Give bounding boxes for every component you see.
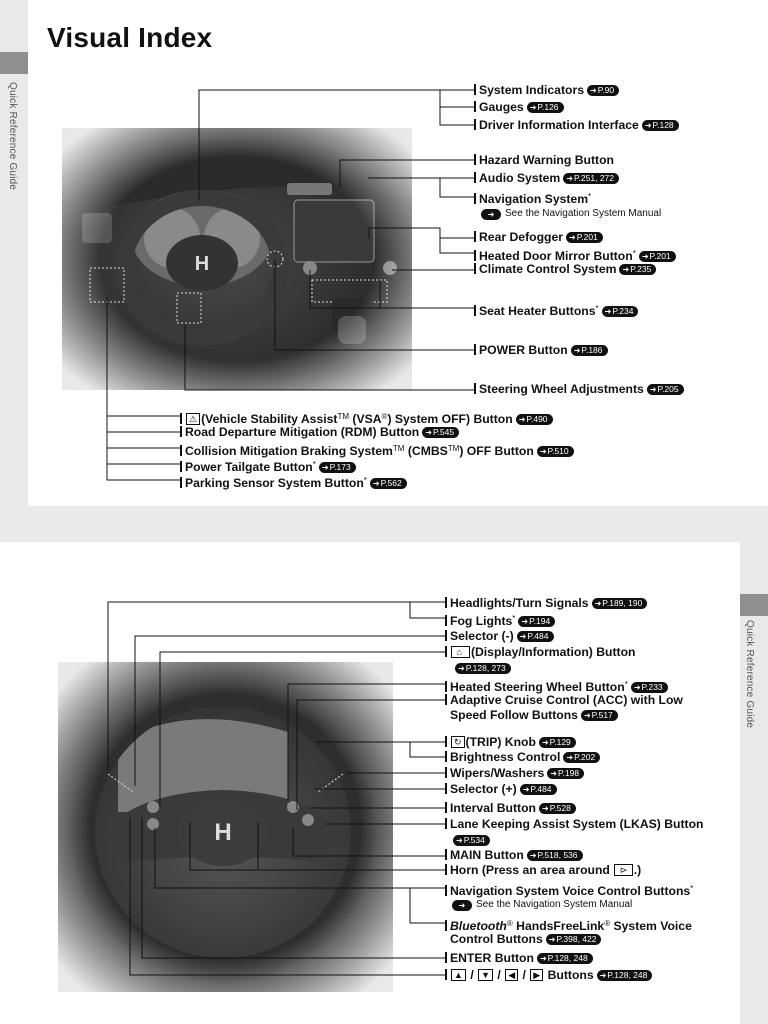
page-title: Visual Index <box>47 22 213 53</box>
trip-icon: ↻ <box>451 736 465 748</box>
page-ref[interactable]: ➜P.545 <box>422 427 459 438</box>
side-label: Quick Reference Guide <box>7 82 18 191</box>
vsa-icon: ⚠ <box>186 413 200 425</box>
page-ref[interactable]: ➜P.205 <box>647 384 684 395</box>
label-cmbs-off-button: Collision Mitigation Braking System™ (CMBS™) OFF Button ➜P.510 <box>180 441 574 459</box>
label-handsfreelink-line2: Control Buttons ➜P.398, 422 <box>450 932 601 947</box>
page-ref[interactable]: ➜P.202 <box>563 752 600 763</box>
arrow-icon: ➜ <box>481 209 501 220</box>
page-ref[interactable]: ➜P.129 <box>539 737 576 748</box>
page-ref[interactable]: ➜P.201 <box>566 232 603 243</box>
label-audio-system: Audio System ➜P.251, 272 <box>474 171 619 186</box>
label-power-tailgate-button: Power Tailgate Button* ➜P.173 <box>180 457 356 475</box>
label-arrow-buttons: ▲ / ▼ / ◀ / ▶ Buttons ➜P.128, 248 <box>445 968 652 983</box>
label-steering-wheel-adjustments: Steering Wheel Adjustments ➜P.205 <box>474 382 684 397</box>
label-vsa-off-button: ⚠ (Vehicle Stability Assist™ (VSA®) System OFF) Button ➜P.490 <box>180 409 553 427</box>
down-arrow-icon: ▼ <box>478 969 493 981</box>
label-hazard-warning-button: Hazard Warning Button <box>474 153 614 168</box>
label-headlights-turn-signals: Headlights/Turn Signals ➜P.189, 190 <box>445 596 647 611</box>
label-acc-buttons-line2: Speed Follow Buttons ➜P.517 <box>450 708 618 723</box>
page-ref[interactable]: ➜P.128, 248 <box>597 970 653 981</box>
nav-manual-note: ➜ See the Navigation System Manual <box>481 207 661 221</box>
arrow-icon: ➜ <box>452 900 472 911</box>
page-ref[interactable]: ➜P.518, 536 <box>527 850 583 861</box>
label-acc-buttons: Adaptive Cruise Control (ACC) with Low <box>445 693 683 708</box>
label-display-information-button: ⌂ (Display/Information) Button <box>445 645 635 660</box>
page-ref[interactable]: ➜P.510 <box>537 446 574 457</box>
label-enter-button: ENTER Button ➜P.128, 248 <box>445 951 593 966</box>
page-ref[interactable]: ➜P.198 <box>547 768 584 779</box>
label-parking-sensor-system-button: Parking Sensor System Button* ➜P.562 <box>180 473 407 491</box>
label-heated-door-mirror-button: Heated Door Mirror Button* ➜P.201 <box>474 246 676 264</box>
label-rear-defogger: Rear Defogger ➜P.201 <box>474 230 603 245</box>
label-fog-lights: Fog Lights* ➜P.194 <box>445 611 555 629</box>
label-selector-plus: Selector (+) ➜P.484 <box>445 782 557 797</box>
label-gauges: Gauges ➜P.126 <box>474 100 564 115</box>
page-ref[interactable]: ➜P.517 <box>581 710 618 721</box>
left-arrow-icon: ◀ <box>505 969 518 981</box>
page-ref[interactable]: ➜P.173 <box>319 462 356 473</box>
label-system-indicators: System Indicators ➜P.90 <box>474 83 619 98</box>
page-ref[interactable]: ➜P.251, 272 <box>563 173 619 184</box>
page-ref[interactable]: ➜P.484 <box>520 784 557 795</box>
page-ref[interactable]: ➜P.562 <box>370 478 407 489</box>
horn-icon: ⊳ <box>614 864 633 876</box>
nav-manual-note: ➜ See the Navigation System Manual <box>452 898 632 912</box>
label-navigation-system: Navigation System* <box>474 189 591 207</box>
page-ref[interactable]: ➜P.235 <box>619 264 656 275</box>
page-ref[interactable]: ➜P.126 <box>527 102 564 113</box>
label-horn: Horn (Press an area around ⊳ .) <box>445 863 641 878</box>
label-nav-voice-control-buttons: Navigation System Voice Control Buttons* <box>445 881 693 899</box>
page-ref[interactable]: ➜P.201 <box>639 251 676 262</box>
page-ref[interactable]: ➜P.128 <box>642 120 679 131</box>
page-ref[interactable]: ➜P.528 <box>539 803 576 814</box>
page-ref[interactable]: ➜P.194 <box>518 616 555 627</box>
page-ref[interactable]: ➜P.90 <box>587 85 619 96</box>
label-handsfreelink-buttons: Bluetooth® HandsFreeLink® System Voice <box>445 916 692 934</box>
page-ref[interactable]: ➜P.484 <box>517 631 554 642</box>
label-lkas-button: Lane Keeping Assist System (LKAS) Button <box>445 817 704 832</box>
label-interval-button: Interval Button ➜P.528 <box>445 801 576 816</box>
label-main-button: MAIN Button ➜P.518, 536 <box>445 848 583 863</box>
side-label: Quick Reference Guide <box>744 620 755 729</box>
label-selector-minus: Selector (-) ➜P.484 <box>445 629 554 644</box>
page-ref[interactable]: ➜P.186 <box>571 345 608 356</box>
display-info-icon: ⌂ <box>451 646 470 658</box>
page-ref[interactable]: ➜P.128, 248 <box>537 953 593 964</box>
page-ref[interactable]: ➜P.189, 190 <box>592 598 648 609</box>
label-display-information-ref <box>452 661 511 676</box>
page-ref[interactable]: ➜P.128, 273 <box>455 663 511 674</box>
page-ref[interactable]: ➜P.534 <box>453 835 490 846</box>
label-rdm-button: Road Departure Mitigation (RDM) Button ➜P.545 <box>180 425 459 440</box>
right-arrow-icon: ▶ <box>530 969 543 981</box>
label-seat-heater-buttons: Seat Heater Buttons* ➜P.234 <box>474 301 638 319</box>
page-ref[interactable]: ➜P.233 <box>631 682 668 693</box>
label-heated-steering-wheel-button: Heated Steering Wheel Button* ➜P.233 <box>445 677 668 695</box>
page-ref[interactable]: ➜P.398, 422 <box>546 934 602 945</box>
page-ref[interactable]: ➜P.490 <box>516 414 553 425</box>
label-lkas-ref <box>450 833 490 848</box>
label-wipers-washers: Wipers/Washers ➜P.198 <box>445 766 584 781</box>
label-climate-control-system: Climate Control System ➜P.235 <box>474 262 656 277</box>
label-trip-knob: ↻ (TRIP) Knob ➜P.129 <box>445 735 576 750</box>
label-brightness-control: Brightness Control ➜P.202 <box>445 750 600 765</box>
up-arrow-icon: ▲ <box>451 969 466 981</box>
label-power-button: POWER Button ➜P.186 <box>474 343 608 358</box>
label-driver-information-interface: Driver Information Interface ➜P.128 <box>474 118 679 133</box>
page-ref[interactable]: ➜P.234 <box>602 306 639 317</box>
